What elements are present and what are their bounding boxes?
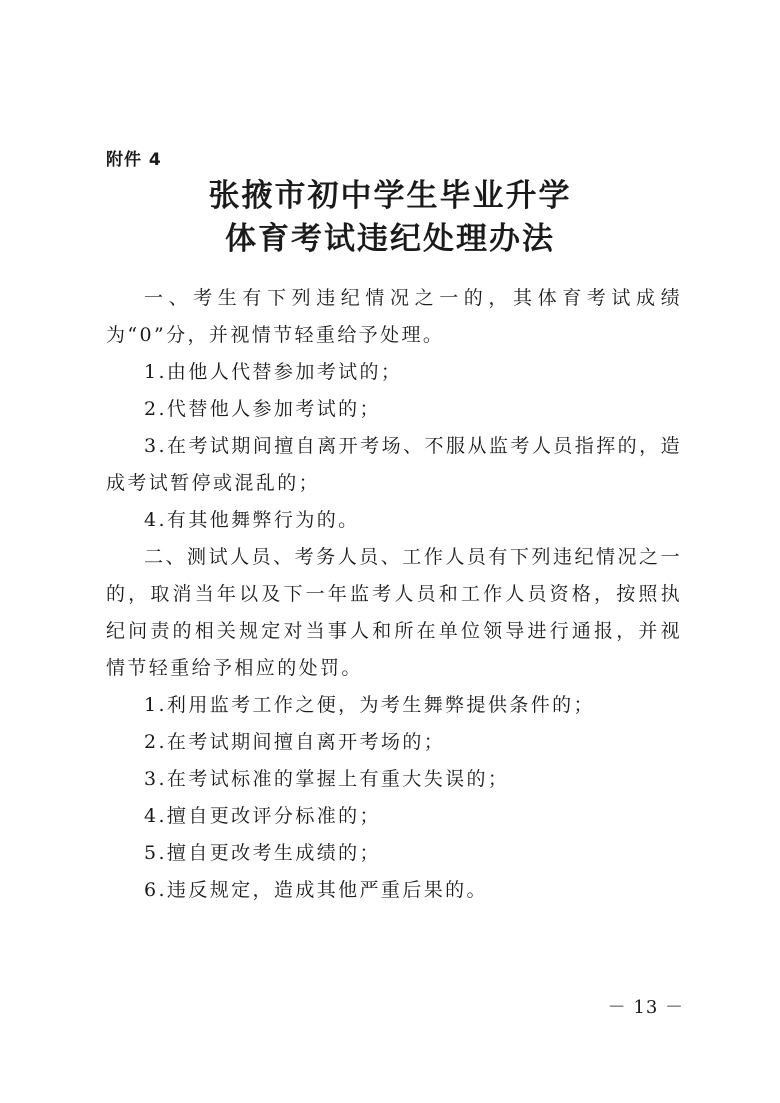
section-two-item-4: 4.擅自更改评分标准的；: [144, 805, 381, 827]
section-two-item-3: 3.在考试标准的掌握上有重大失误的；: [144, 768, 510, 790]
section-two-item-5: 5.擅自更改考生成绩的；: [144, 842, 381, 864]
document-title-line2: 体育考试违纪处理办法: [225, 221, 555, 257]
section-two-item-6: 6.违反规定，造成其他严重后果的。: [144, 879, 488, 901]
document-body: [106, 280, 682, 909]
attachment-label: 附件 4: [106, 150, 162, 170]
document-title-line1: 张掖市初中学生毕业升学: [208, 178, 572, 214]
section-two-item-2: 2.在考试期间擅自离开考场的；: [144, 731, 446, 753]
section-one-item-4: 4.有其他舞弊行为的。: [144, 509, 360, 531]
section-one-item-3: 3.在考试期间擅自离开考场、不服从监考人员指挥的，造成考试暂停或混乱的；: [106, 435, 682, 494]
section-one-item-2: 2.代替他人参加考试的；: [144, 398, 381, 420]
section-one-item-1: 1.由他人代替参加考试的；: [144, 361, 403, 383]
section-two-item-1: 1.利用监考工作之便，为考生舞弊提供条件的；: [144, 694, 595, 716]
page-number: － 13 －: [607, 997, 684, 1018]
section-two-paragraph: 二、测试人员、考务人员、工作人员有下列违纪情况之一的，取消当年以及下一年监考人员和工作人员资格，按照执纪问责的相关规定对当事人和所在单位领导进行通报，并视情节轻重给予相应的处罚。: [106, 546, 682, 679]
section-one-paragraph: 一、考生有下列违纪情况之一的，其体育考试成绩为“0”分，并视情节轻重给予处理。: [106, 287, 682, 346]
